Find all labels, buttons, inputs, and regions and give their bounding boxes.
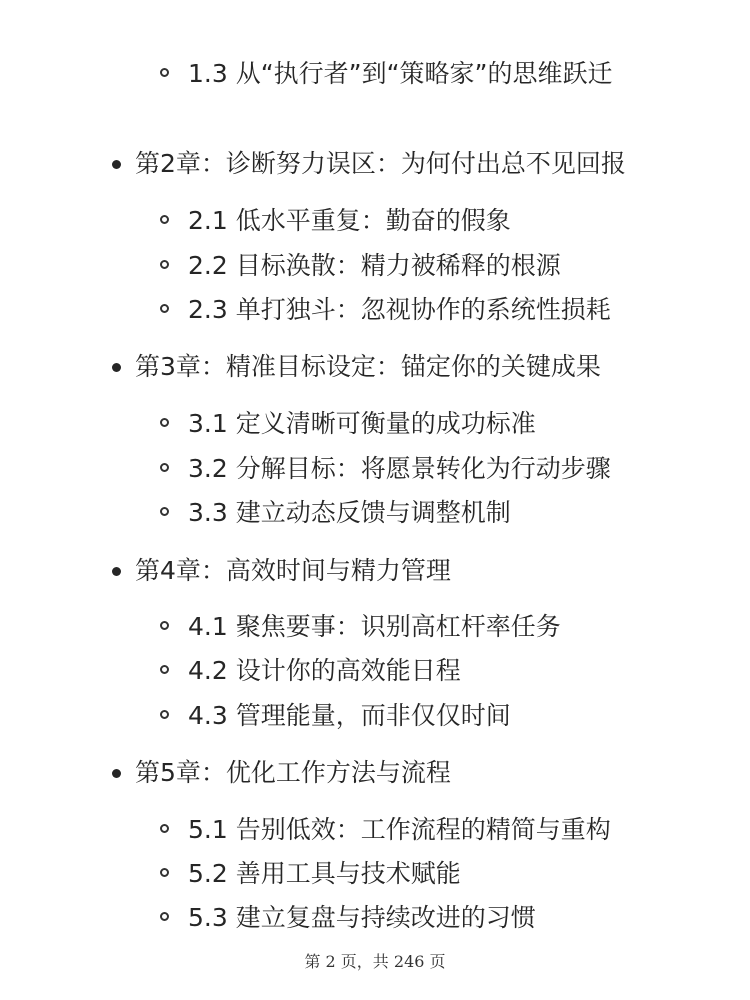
toc-subitem-1-3: [160, 52, 680, 96]
hollow-bullet-icon: [160, 68, 169, 77]
filled-bullet-icon: [112, 769, 121, 778]
toc-subitem-3-2: [160, 447, 680, 491]
toc-subitem-5-2: [160, 852, 680, 896]
page-indicator: 第 2 页，共 246 页: [304, 952, 446, 971]
hollow-bullet-icon: [160, 215, 169, 224]
toc-subitem-4-1: [160, 605, 680, 649]
hollow-bullet-icon: [160, 824, 169, 833]
hollow-bullet-icon: [160, 912, 169, 921]
toc-subitem-2-3: [160, 288, 680, 332]
toc-subitem-label: 4.1 聚焦要事：识别高杠杆率任务: [188, 612, 561, 641]
toc-chapter-label: 第5章：优化工作方法与流程: [135, 758, 451, 787]
toc-subitem-3-1: [160, 402, 680, 446]
hollow-bullet-icon: [160, 710, 169, 719]
hollow-bullet-icon: [160, 621, 169, 630]
toc-chapter-2: [108, 142, 708, 186]
filled-bullet-icon: [112, 567, 121, 576]
toc-subitem-4-2: [160, 649, 680, 693]
toc-subitem-label: 3.1 定义清晰可衡量的成功标准: [188, 409, 536, 438]
toc-subitem-label: 1.3 从“执行者”到“策略家”的思维跃迁: [188, 59, 613, 88]
toc-chapter-label: 第2章：诊断努力误区：为何付出总不见回报: [135, 149, 626, 178]
toc-subitem-label: 4.2 设计你的高效能日程: [188, 656, 461, 685]
toc-subitem-2-1: [160, 199, 680, 243]
hollow-bullet-icon: [160, 463, 169, 472]
toc-subitem-label: 3.3 建立动态反馈与调整机制: [188, 498, 511, 527]
toc-subitem-label: 4.3 管理能量，而非仅仅时间: [188, 701, 511, 730]
toc-chapter-5: [108, 751, 708, 795]
hollow-bullet-icon: [160, 304, 169, 313]
toc-chapter-3: [108, 345, 708, 389]
toc-subitem-5-3: [160, 896, 680, 940]
toc-subitem-label: 2.1 低水平重复：勤奋的假象: [188, 206, 511, 235]
toc-chapter-label: 第4章：高效时间与精力管理: [135, 556, 451, 585]
toc-subitem-4-3: [160, 694, 680, 738]
page-footer: [0, 950, 750, 974]
hollow-bullet-icon: [160, 507, 169, 516]
toc-subitem-5-1: [160, 808, 680, 852]
hollow-bullet-icon: [160, 868, 169, 877]
filled-bullet-icon: [112, 160, 121, 169]
filled-bullet-icon: [112, 363, 121, 372]
hollow-bullet-icon: [160, 418, 169, 427]
hollow-bullet-icon: [160, 665, 169, 674]
toc-subitem-label: 2.3 单打独斗：忽视协作的系统性损耗: [188, 295, 611, 324]
toc-subitem-2-2: [160, 244, 680, 288]
toc-chapter-label: 第3章：精准目标设定：锚定你的关键成果: [135, 352, 601, 381]
toc-chapter-4: [108, 549, 708, 593]
toc-subitem-label: 5.2 善用工具与技术赋能: [188, 859, 461, 888]
toc-subitem-label: 3.2 分解目标：将愿景转化为行动步骤: [188, 454, 611, 483]
hollow-bullet-icon: [160, 260, 169, 269]
toc-subitem-label: 5.1 告别低效：工作流程的精简与重构: [188, 815, 611, 844]
toc-subitem-label: 5.3 建立复盘与持续改进的习惯: [188, 903, 536, 932]
toc-subitem-label: 2.2 目标涣散：精力被稀释的根源: [188, 251, 561, 280]
toc-subitem-3-3: [160, 491, 680, 535]
